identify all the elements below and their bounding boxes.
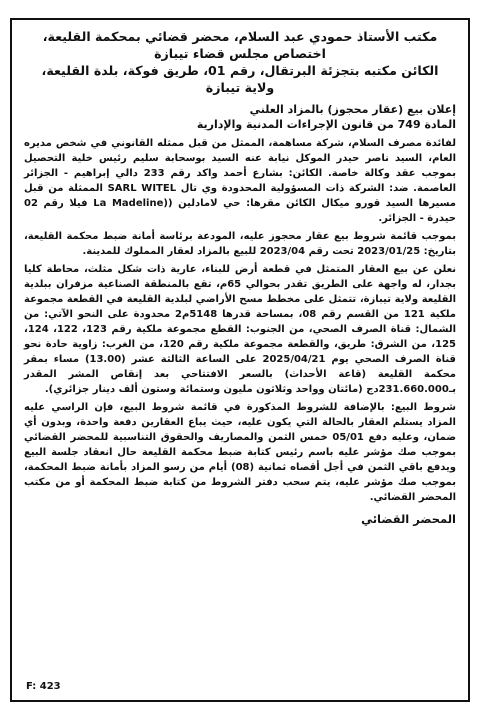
- notice-header: [24, 28, 456, 96]
- notice-title: إعلان بيع (عقار محجوز) بالمزاد العلني: [249, 103, 456, 116]
- header-line-address: الكائن مكتبه بتجزئة البرتقال، رقم 01، طريق فوكة، بلدة القليعة،: [41, 63, 439, 78]
- legal-notice-frame: [10, 18, 470, 702]
- notice-title-block: [24, 102, 456, 132]
- signature: المحضر القضائي: [361, 512, 456, 526]
- paragraph-property-description: نعلن عن بيع العقار المتمثل في قطعة أرض للبناء، عارية ذات شكل مثلث، محاطة كليا بجدار، له واجهة على الطريق تقدر بحوالي 65م، تقع بالمنطقة الصناعية مزفران ببلدية القليعة ولاية تيبازة، تتمثل على مخطط مسح الأراضي لبلدية القليعة في القطعة مجموعة ملكية 121 من القسم رقم 08، بمساحة قدرها 5148م2 محدودة على النحو الآتي: من الشمال: قناة الصرف الصحي، من الجنوب: القطع مجموعة ملكية رقم 123، 122، 124، 125، من الشرق: طريق، والقطعة مجموعة ملكية رقم 120، من الغرب: زاوية حادة نحو قناة الصرف الصحي يوم 2025/04/21 على الساعة الثالثة عشر (13.00) مساء بمقر محكمة القليعة (قاعة الأحداث) بالسعر الافتتاحي بعد إنقاص المشر المقدر بـ231.660.000دج (مائتان وواحد وثلاثون مليون وستمائة وستون ألف دينار جزائري).: [24, 264, 456, 395]
- header-line-office: مكتب الأستاذ حمودي عبد السلام، محضر قضائي بمحكمة القليعة،: [42, 29, 438, 44]
- header-line-jurisdiction: اختصاص مجلس قضاء تيبازة: [154, 46, 326, 61]
- notice-article: المادة 749 من قانون الإجراءات المدنية والإدارية: [196, 118, 456, 131]
- paragraph-conditions-list: بموجب قائمة شروط بيع عقار محجوز عليه، المودعة برئاسة أمانة ضبط محكمة القليعة، بتاريخ: 2023/01/25 تحت رقم 2023/04 للبيع بالمزاد لعقار المملوك للمدينة.: [24, 231, 456, 257]
- header-line-wilaya: ولاية تيبازة: [205, 80, 275, 95]
- reference-number: F: 423: [26, 681, 61, 692]
- paragraph-sale-terms: شروط البيع: بالإضافة للشروط المذكورة في قائمة شروط البيع، فإن الراسي عليه المزاد يستلم العقار بالحالة التي يكون عليه، حيث يباع العقارين دفعة واحدة، وبدون أي ضمان، وعليه دفع 05/01 خمس الثمن والمصاريف والحقوق التناسبية للمحضر القضائي بموجب صك مؤشر عليه باسم رئيس كتابة ضبط محكمة القليعة حال انعقاد جلسة البيع ويدفع باقي الثمن في أجل أقصاه ثمانية (08) أيام من رسو المزاد بأمانة ضبط المحكمة، بموجب صك مؤشر عليه، يتم سحب دفتر الشروط من كتابة ضبط المحكمة أو من مكتب المحضر القضائي.: [24, 402, 456, 503]
- paragraph-parties: لفائدة مصرف السلام، شركة مساهمة، الممثل من قبل ممثله القانوني في شخص مديره العام، السيد ناصر حيدر الموكل نيابة عنه السيد بوسحابة سليم رئيس خلية التحصيل بموجب عقد وكالة خاصة. الكائن: بشارع أحمد واكد رقم 233 دالي إبراهيم - الجزائر العاصمة. ضد: الشركة ذات المسؤولية المحدودة وي تال SARL WITEL الممثلة من قبل مسيرها السيد قورو ميكال الكائن مقرها: حي لامادلين ((La Madeline فيلا رقم 02 حيدرة - الجزائر.: [24, 138, 456, 224]
